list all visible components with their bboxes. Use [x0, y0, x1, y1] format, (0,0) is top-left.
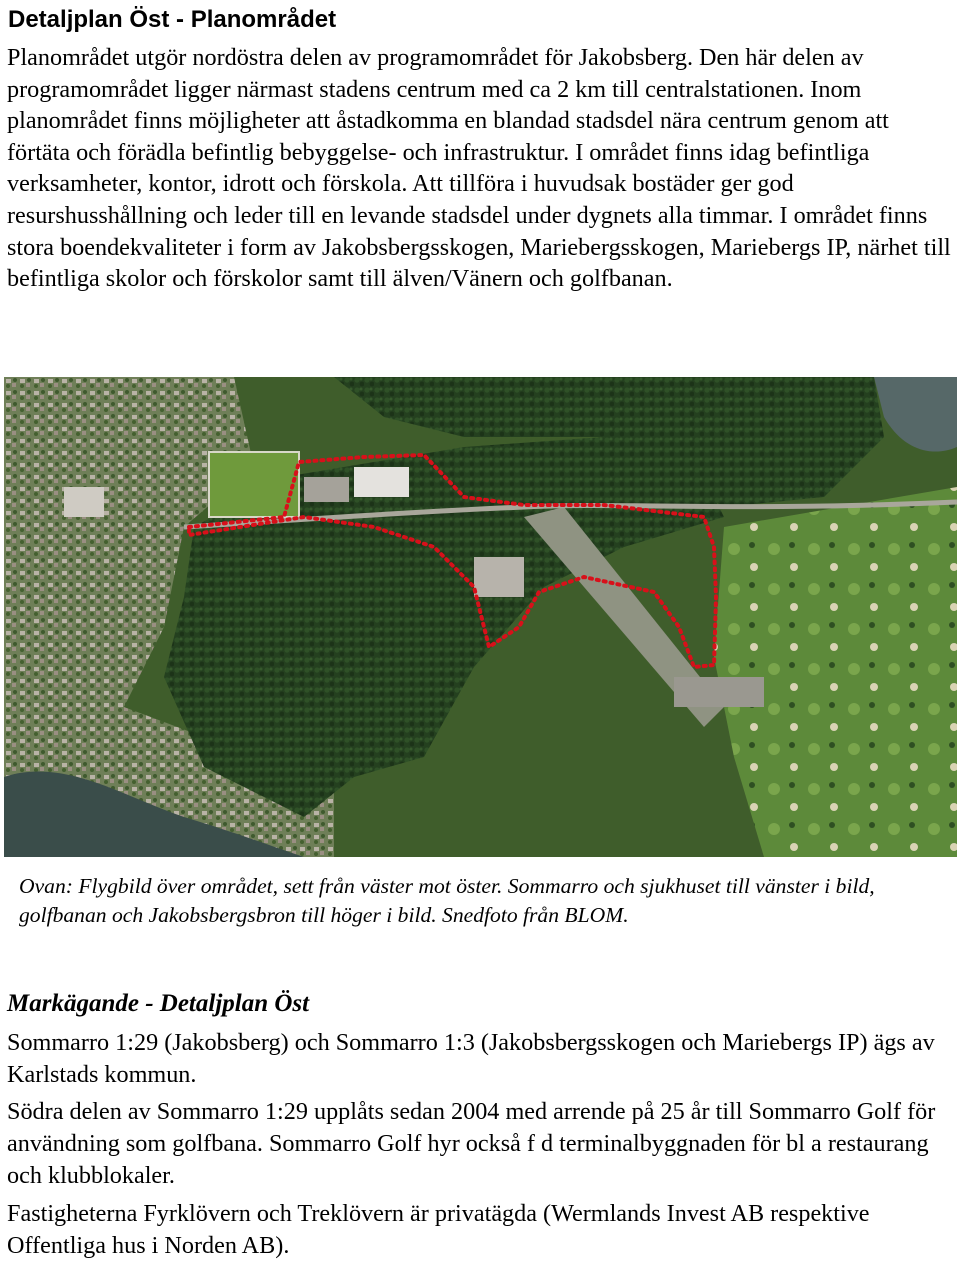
terminal-building [674, 677, 764, 707]
section-heading-markagande: Markägande - Detaljplan Öst [7, 990, 310, 1017]
building-left [64, 487, 104, 517]
ownership-paragraph-2: Södra delen av Sommarro 1:29 upplåts sedan 2004 med arrende på 25 år till Sommarro Golf för användning som golfbana. Sommarro Golf hyr också f d terminalbyggnaden för bl a restaurang och klubblokaler. [7, 1098, 936, 1189]
aerial-photo [4, 377, 957, 857]
intro-paragraph: Planområdet utgör nordöstra delen av programområdet för Jakobsberg. Den här delen av programområdet ligger närmast stadens centrum med ca 2 km till centralstationen. Inom planområdet finns möjligheter att åstadkomma en blandad stadsdel nära centrum genom att förtäta och förädla befintlig bebyggelse- och infrastruktur. I området finns idag befintliga verksamheter, kontor, idrott och förskola. Att tillföra i huvudsak bostäder ger god resurshusshållning och leder till en levande stadsdel under dygnets alla timmar. I området finns stora boendekvaliteter i form av Jakobsbergsskogen, Mariebergsskogen, Mariebergs IP, närhet till befintliga skolor och förskolor samt till älven/Vänern och golfbanan. [7, 44, 951, 293]
golf-course [714, 487, 957, 857]
building-white [354, 467, 409, 497]
hospital-building [474, 557, 524, 597]
ownership-paragraph-1: Sommarro 1:29 (Jakobsberg) och Sommarro 1:3 (Jakobsbergsskogen och Mariebergs IP) ägs av Karlstads kommun. [7, 1029, 935, 1088]
photo-caption: Ovan: Flygbild över området, sett från väster mot öster. Sommarro och sjukhuset till vänster i bild, golfbanan och Jakobsbergsbron till höger i bild. Snedfoto från BLOM. [19, 874, 875, 927]
parking-area [304, 477, 349, 502]
ownership-paragraph-3: Fastigheterna Fyrklövern och Treklövern är privatägda (Wermlands Invest AB respektive Offentliga hus i Norden AB). [7, 1200, 870, 1259]
page-title: Detaljplan Öst - Planområdet [8, 6, 337, 33]
